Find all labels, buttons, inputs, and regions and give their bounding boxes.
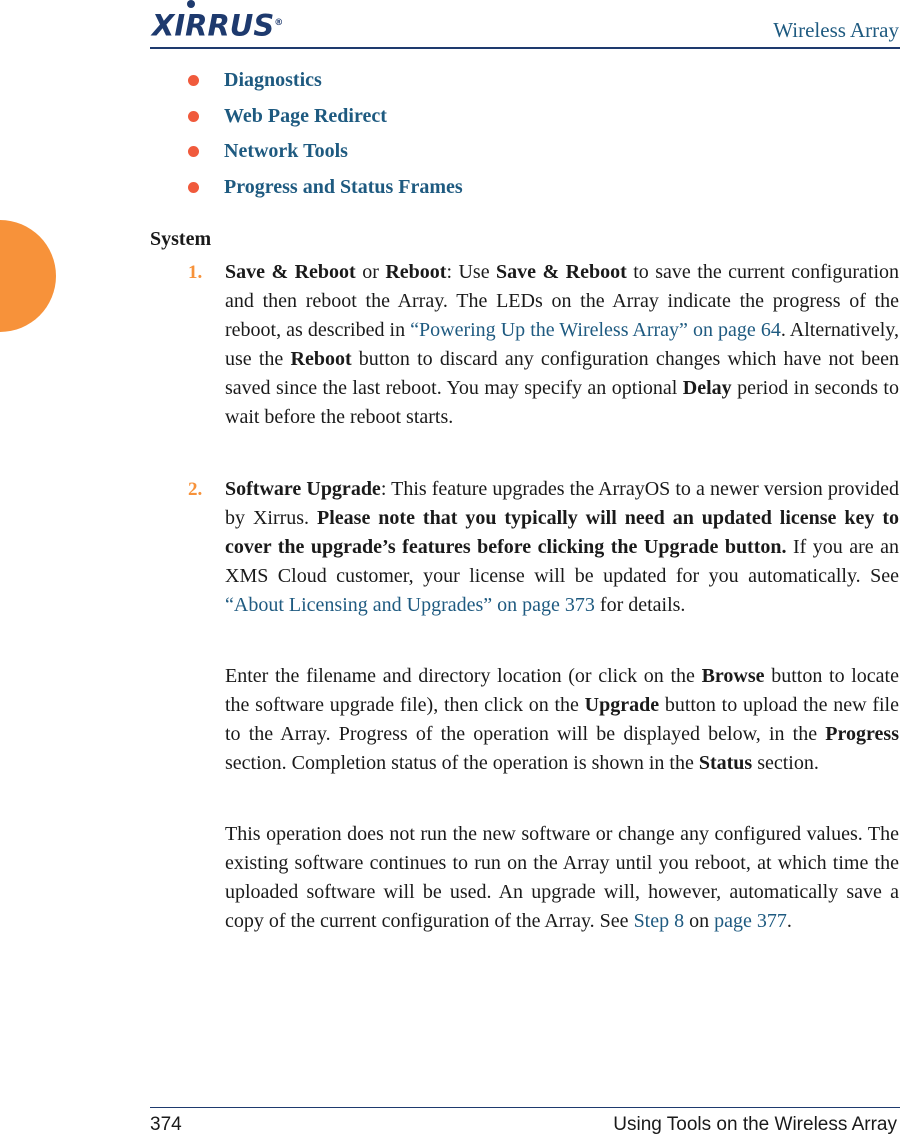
text: . <box>786 910 792 932</box>
header-title: Wireless Array <box>773 18 899 42</box>
text: for details. <box>594 594 686 616</box>
bullet-icon <box>188 75 199 86</box>
section-title: System <box>150 228 212 250</box>
text: Enter the filename and directory location (or click on the <box>225 665 702 687</box>
term-browse: Browse <box>701 665 765 687</box>
text: This operation does not run the new software or change any configured values. The existing software continues to run on the Array until you reboot, at which time the uploaded software will be used. An upgrade will, however, automatically save a copy of the current configuration of the Array. See <box>225 823 899 932</box>
bullet-icon <box>188 111 199 122</box>
term-status: Status <box>698 752 753 774</box>
term-progress: Progress <box>825 723 899 745</box>
text: section. Completion status of the operation is shown in the <box>225 752 699 774</box>
term-save-reboot: Save & Reboot <box>496 261 627 283</box>
step-1-paragraph <box>225 258 899 432</box>
term-upgrade: Upgrade <box>584 694 660 716</box>
list-item[interactable] <box>188 64 463 100</box>
text: . Alternatively, use the <box>225 319 899 370</box>
text: section. <box>752 752 819 774</box>
upgrade-note-paragraph <box>225 820 899 936</box>
header-rule <box>150 47 900 49</box>
step-number: 2. <box>188 479 203 500</box>
text: or <box>355 261 386 283</box>
bullet-icon <box>188 146 199 157</box>
term-save-reboot: Save & Reboot <box>225 261 356 283</box>
step-link[interactable]: Step 8 <box>633 910 685 932</box>
term-delay: Delay <box>682 377 732 399</box>
text: button to discard any configuration changes which have not been saved since the last reboot. You may specify an optional <box>225 348 900 399</box>
topic-link[interactable]: Network Tools <box>224 140 348 163</box>
text: to save the current configuration and then reboot the Array. The LEDs on the Array indicate the progress of the reboot, as described in <box>225 261 900 341</box>
step-number: 1. <box>188 262 203 283</box>
term-reboot: Reboot <box>385 261 447 283</box>
cross-reference-link[interactable]: “About Licensing and Upgrades” on page 373 <box>225 594 595 616</box>
list-item[interactable] <box>188 135 463 171</box>
chapter-tab-marker <box>0 220 56 332</box>
term-software-upgrade: Software Upgrade <box>225 478 381 500</box>
text: button to locate the software upgrade file), then click on the <box>225 665 899 716</box>
logo-text: XIRRUS <box>152 8 275 43</box>
xirrus-logo <box>152 6 283 43</box>
text: : This feature upgrades the ArrayOS to a newer version provided by Xirrus. <box>225 478 899 529</box>
page-number: 374 <box>150 1114 182 1135</box>
page-header <box>150 0 900 50</box>
upgrade-instructions-paragraph <box>225 662 899 778</box>
page-link[interactable]: page 377 <box>714 910 787 932</box>
term-reboot: Reboot <box>290 348 352 370</box>
footer-rule <box>150 1107 900 1108</box>
bullet-icon <box>188 182 199 193</box>
list-item[interactable] <box>188 171 463 207</box>
step-2-paragraph <box>225 475 899 620</box>
text: button to upload the new file to the Array. Progress of the operation will be displayed below, in the <box>225 694 899 745</box>
text: If you are an XMS Cloud customer, your license will be updated for you automatically. See <box>225 536 899 587</box>
text: period in seconds to wait before the reboot starts. <box>225 377 899 428</box>
logo-registered-mark: ® <box>274 18 284 28</box>
logo-dot-icon <box>187 0 195 8</box>
topic-link[interactable]: Progress and Status Frames <box>224 176 463 199</box>
list-item[interactable] <box>188 100 463 136</box>
text: : Use <box>446 261 497 283</box>
topic-link[interactable]: Diagnostics <box>224 69 322 91</box>
text: on <box>684 910 715 932</box>
cross-reference-link[interactable]: “Powering Up the Wireless Array” on page 64 <box>410 319 781 341</box>
topic-list <box>188 64 463 207</box>
license-note: Please note that you typically will need an updated license key to cover the upgrade’s features before clicking the Upgrade button. <box>225 507 899 558</box>
topic-link[interactable]: Web Page Redirect <box>224 104 387 127</box>
chapter-title: Using Tools on the Wireless Array <box>613 1114 897 1135</box>
